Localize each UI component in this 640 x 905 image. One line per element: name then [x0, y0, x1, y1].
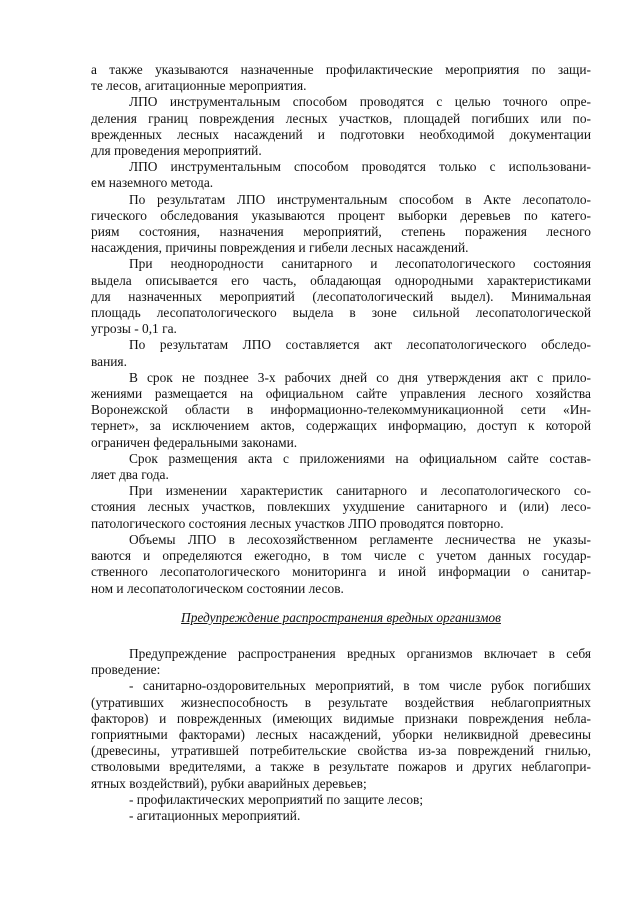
text-line: - агитационных мероприятий. — [129, 807, 301, 823]
text-line: а также указываются назначенные профилактические мероприятия по защи- — [91, 62, 591, 77]
paragraph — [91, 451, 591, 483]
text-line: - санитарно-оздоровительных мероприятий, в том числе рубок погибших — [129, 678, 591, 694]
text-line: врежденных лесных насаждений и подготовки необходимой документации — [91, 126, 591, 142]
text-line: ем наземного метода. — [91, 175, 214, 191]
paragraph — [91, 62, 591, 94]
text-line: При изменении характеристик санитарного и лесопатологического со- — [129, 483, 591, 499]
paragraph — [91, 808, 591, 824]
text-line: ном и лесопатологическом состоянии лесов. — [91, 580, 344, 596]
text-line: жениями размещается на официальном сайте управления лесного хозяйства — [91, 386, 591, 402]
paragraph — [91, 192, 591, 257]
text-line: Воронежской области в информационно-телекоммуникационной сети «Ин- — [91, 402, 591, 418]
text-line: факторов) и поврежденных (имеющих видимые признаки повреждения небла- — [91, 710, 591, 726]
text-line: гического обследования указываются процент выборки деревьев по катего- — [91, 207, 591, 223]
text-line: площадь лесопатологического выдела в зоне сильной лесопатологической — [91, 305, 591, 321]
paragraph — [91, 646, 591, 678]
paragraph — [91, 370, 591, 451]
paragraph — [91, 256, 591, 337]
text-line: деления границ повреждения лесных участков, площадей погибших или по- — [91, 110, 591, 126]
text-line: ограничен федеральными законами. — [91, 434, 298, 450]
text-line: насаждения, причины повреждения и гибели лесных насаждений. — [91, 240, 469, 256]
text-line: ваются и определяются ежегодно, в том числе с учетом данных государ- — [91, 548, 591, 564]
top-text-section — [91, 62, 591, 597]
text-line: ЛПО инструментальным способом проводятся с целью точного опре- — [129, 94, 591, 110]
paragraph — [91, 532, 591, 597]
paragraph — [91, 792, 591, 808]
text-line: Объемы ЛПО в лесохозяйственном регламенте лесничества не указы- — [129, 531, 591, 547]
text-line: для назначенных мероприятий (лесопатологический выдел). Минимальная — [91, 288, 591, 304]
text-line: Срок размещения акта с приложениями на официальном сайте состав- — [129, 450, 591, 466]
paragraph — [91, 159, 591, 191]
text-line: ляет два года. — [91, 467, 169, 483]
text-line: те лесов, агитационные мероприятия. — [91, 78, 307, 94]
text-line: Предупреждение распространения вредных организмов включает в себя — [129, 645, 591, 661]
text-line: проведение: — [91, 662, 161, 678]
section-heading-wrap — [91, 610, 591, 626]
text-line: тернет», за исключением актов, содержащих информацию, доступ к которой — [91, 418, 591, 434]
text-line: угрозы - 0,1 га. — [91, 321, 177, 337]
text-line: ственного лесопатологического мониторинга и иной информации о санитар- — [91, 564, 591, 580]
paragraph — [91, 337, 591, 369]
text-line: В срок не позднее 3-х рабочих дней со дня утверждения акт с прило- — [129, 369, 591, 385]
paragraph — [91, 94, 591, 159]
text-line: (древесины, утратившей потребительские свойства из-за повреждений гнилью, — [91, 743, 591, 759]
paragraph — [91, 483, 591, 532]
text-line: риям состояния, назначения мероприятий, степень поражения лесного — [91, 224, 591, 240]
section-heading: Предупреждение распространения вредных организмов — [181, 609, 501, 625]
text-line: для проведения мероприятий. — [91, 143, 262, 159]
text-line: ятных воздействий), рубки аварийных деревьев; — [91, 775, 367, 791]
text-line: По результатам ЛПО составляется акт лесопатологического обследо- — [129, 337, 591, 353]
text-line: стояния лесных участков, повлекших ухудшение санитарного и (или) лесо- — [91, 499, 591, 515]
text-line: стволовыми вредителями, а также в результате пожаров и других неблагопри- — [91, 759, 591, 775]
text-line: По результатам ЛПО инструментальным способом в Акте лесопатоло- — [129, 191, 591, 207]
bottom-text-section — [91, 646, 591, 824]
paragraph — [91, 678, 591, 791]
text-line: патологического состояния лесных участков ЛПО проводятся повторно. — [91, 515, 504, 531]
document-body — [91, 62, 591, 824]
text-line: - профилактических мероприятий по защите лесов; — [129, 791, 424, 807]
text-line: При неоднородности санитарного и лесопатологического состояния — [129, 256, 591, 272]
text-line: ЛПО инструментальным способом проводятся только с использовани- — [129, 159, 591, 175]
text-line: выдела описывается его часть, обладающая однородными характеристиками — [91, 272, 591, 288]
text-line: гоприятными факторами) лесных насаждений, уборки неликвидной древесины — [91, 726, 591, 742]
text-line: (утративших жизнеспособность в результате воздействия неблагоприятных — [91, 694, 591, 710]
text-line: вания. — [91, 353, 127, 369]
